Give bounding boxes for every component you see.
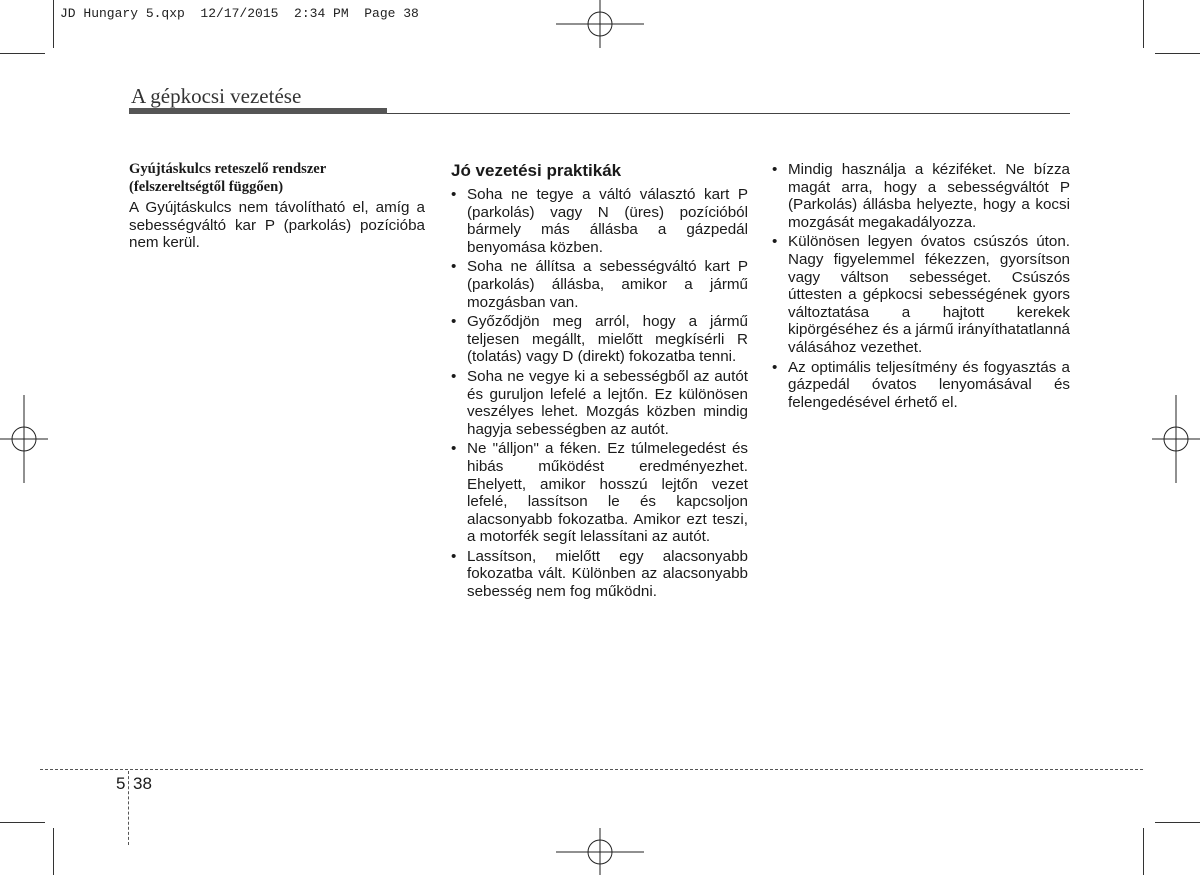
crop-mark xyxy=(1143,0,1144,48)
crop-mark xyxy=(53,828,54,875)
footer-rule xyxy=(40,769,1143,770)
header-rule-thick xyxy=(129,108,387,114)
header-rule-thin xyxy=(387,113,1070,114)
list-item-text: Különösen legyen óvatos csúszós úton. Nagy figyelemmel fékezzen, gyorsítson vagy váltson sebességet. Csúszós úttesten a gépkocsi sebességének gyors változtatása a hajtott kerekek kipörgéséhez és a jármű irányíthatatlanná válásához vezethet. xyxy=(788,233,1070,356)
registration-mark-icon xyxy=(1152,395,1200,483)
list-item xyxy=(451,313,748,366)
bullet-icon: • xyxy=(451,367,457,385)
list-item xyxy=(451,440,748,546)
registration-mark-icon xyxy=(556,828,644,875)
list-item-text: Lassítson, mielőtt egy alacsonyabb fokozatba vált. Különben az alacsonyabb sebesség nem fog működni. xyxy=(467,547,748,601)
column-2 xyxy=(451,161,748,603)
crop-mark xyxy=(0,53,45,54)
crop-mark xyxy=(1155,822,1200,823)
crop-mark xyxy=(1143,828,1144,875)
list-item-text: Ne "álljon" a féken. Ez túlmelegedést és hibás működést eredményezhet. Ehelyett, amikor hosszú lejtőn vezet lefelé, lassítson le és kapcsoljon alacsonyabb fokozatba. Amikor ezt teszi, a motorfék segít lelassítani az autót. xyxy=(467,440,748,546)
good-driving-heading: Jó vezetési praktikák xyxy=(451,161,622,180)
bullet-icon: • xyxy=(772,161,778,178)
registration-mark-icon xyxy=(0,395,48,483)
list-item-text: Mindig használja a kéziféket. Ne bízza magát arra, hogy a sebességváltót P (Parkolás) állásba helyezte, hogy a kocsi mozgását megakadályozza. xyxy=(788,161,1070,231)
column-1 xyxy=(129,161,425,252)
list-item xyxy=(451,548,748,601)
bullet-icon: • xyxy=(451,186,457,203)
chapter-number: 5 xyxy=(116,774,126,793)
list-item xyxy=(772,161,1070,231)
ignition-lock-heading-line2: (felszereltségtől függően) xyxy=(129,178,284,195)
bullet-icon: • xyxy=(451,258,457,276)
bullet-icon: • xyxy=(451,313,457,331)
list-item xyxy=(451,368,748,438)
ignition-lock-heading xyxy=(129,161,425,196)
list-item-text: Az optimális teljesítmény és fogyasztás a gázpedál óvatos lenyomásával és felengedésével érhető el. xyxy=(788,358,1070,411)
list-item xyxy=(772,359,1070,412)
list-item xyxy=(772,233,1070,356)
crop-mark xyxy=(0,822,45,823)
column-3 xyxy=(772,161,1070,413)
file-slug: JD Hungary 5.qxp 12/17/2015 2:34 PM Page 38 xyxy=(60,6,419,21)
bullet-icon: • xyxy=(772,233,778,251)
ignition-lock-body: A Gyújtáskulcs nem távolítható el, amíg a sebességváltó kar P (parkolás) pozícióba nem kerül. xyxy=(129,199,425,252)
driving-tips-list xyxy=(772,161,1070,411)
list-item-text: Soha ne tegye a váltó választó kart P (parkolás) vagy N (üres) pozícióból bármely más állásba a gázpedál benyomása közben. xyxy=(467,186,748,256)
page-number: 38 xyxy=(133,774,152,793)
ignition-lock-heading-line1: Gyújtáskulcs reteszelő rendszer xyxy=(129,161,327,177)
list-item xyxy=(451,258,748,311)
bullet-icon: • xyxy=(772,358,778,376)
footer-divider xyxy=(128,771,129,845)
bullet-icon: • xyxy=(451,547,457,565)
good-driving-list xyxy=(451,186,748,601)
list-item xyxy=(451,186,748,256)
list-item-text: Soha ne vegye ki a sebességből az autót és guruljon lefelé a lejtőn. Ez különösen veszélyes lehet. Mozgás közben mindig hagyja sebességben az autót. xyxy=(467,367,748,438)
list-item-text: Soha ne állítsa a sebességváltó kart P (parkolás) állásba, amikor a jármű mozgásban van. xyxy=(467,258,748,311)
crop-mark xyxy=(53,0,54,48)
section-title: A gépkocsi vezetése xyxy=(131,84,302,108)
crop-mark xyxy=(1155,53,1200,54)
bullet-icon: • xyxy=(451,440,457,458)
registration-mark-icon xyxy=(556,0,644,48)
list-item-text: Győződjön meg arról, hogy a jármű teljesen megállt, mielőtt megkísérli R (tolatás) vagy D (direkt) fokozatba tenni. xyxy=(467,313,748,366)
